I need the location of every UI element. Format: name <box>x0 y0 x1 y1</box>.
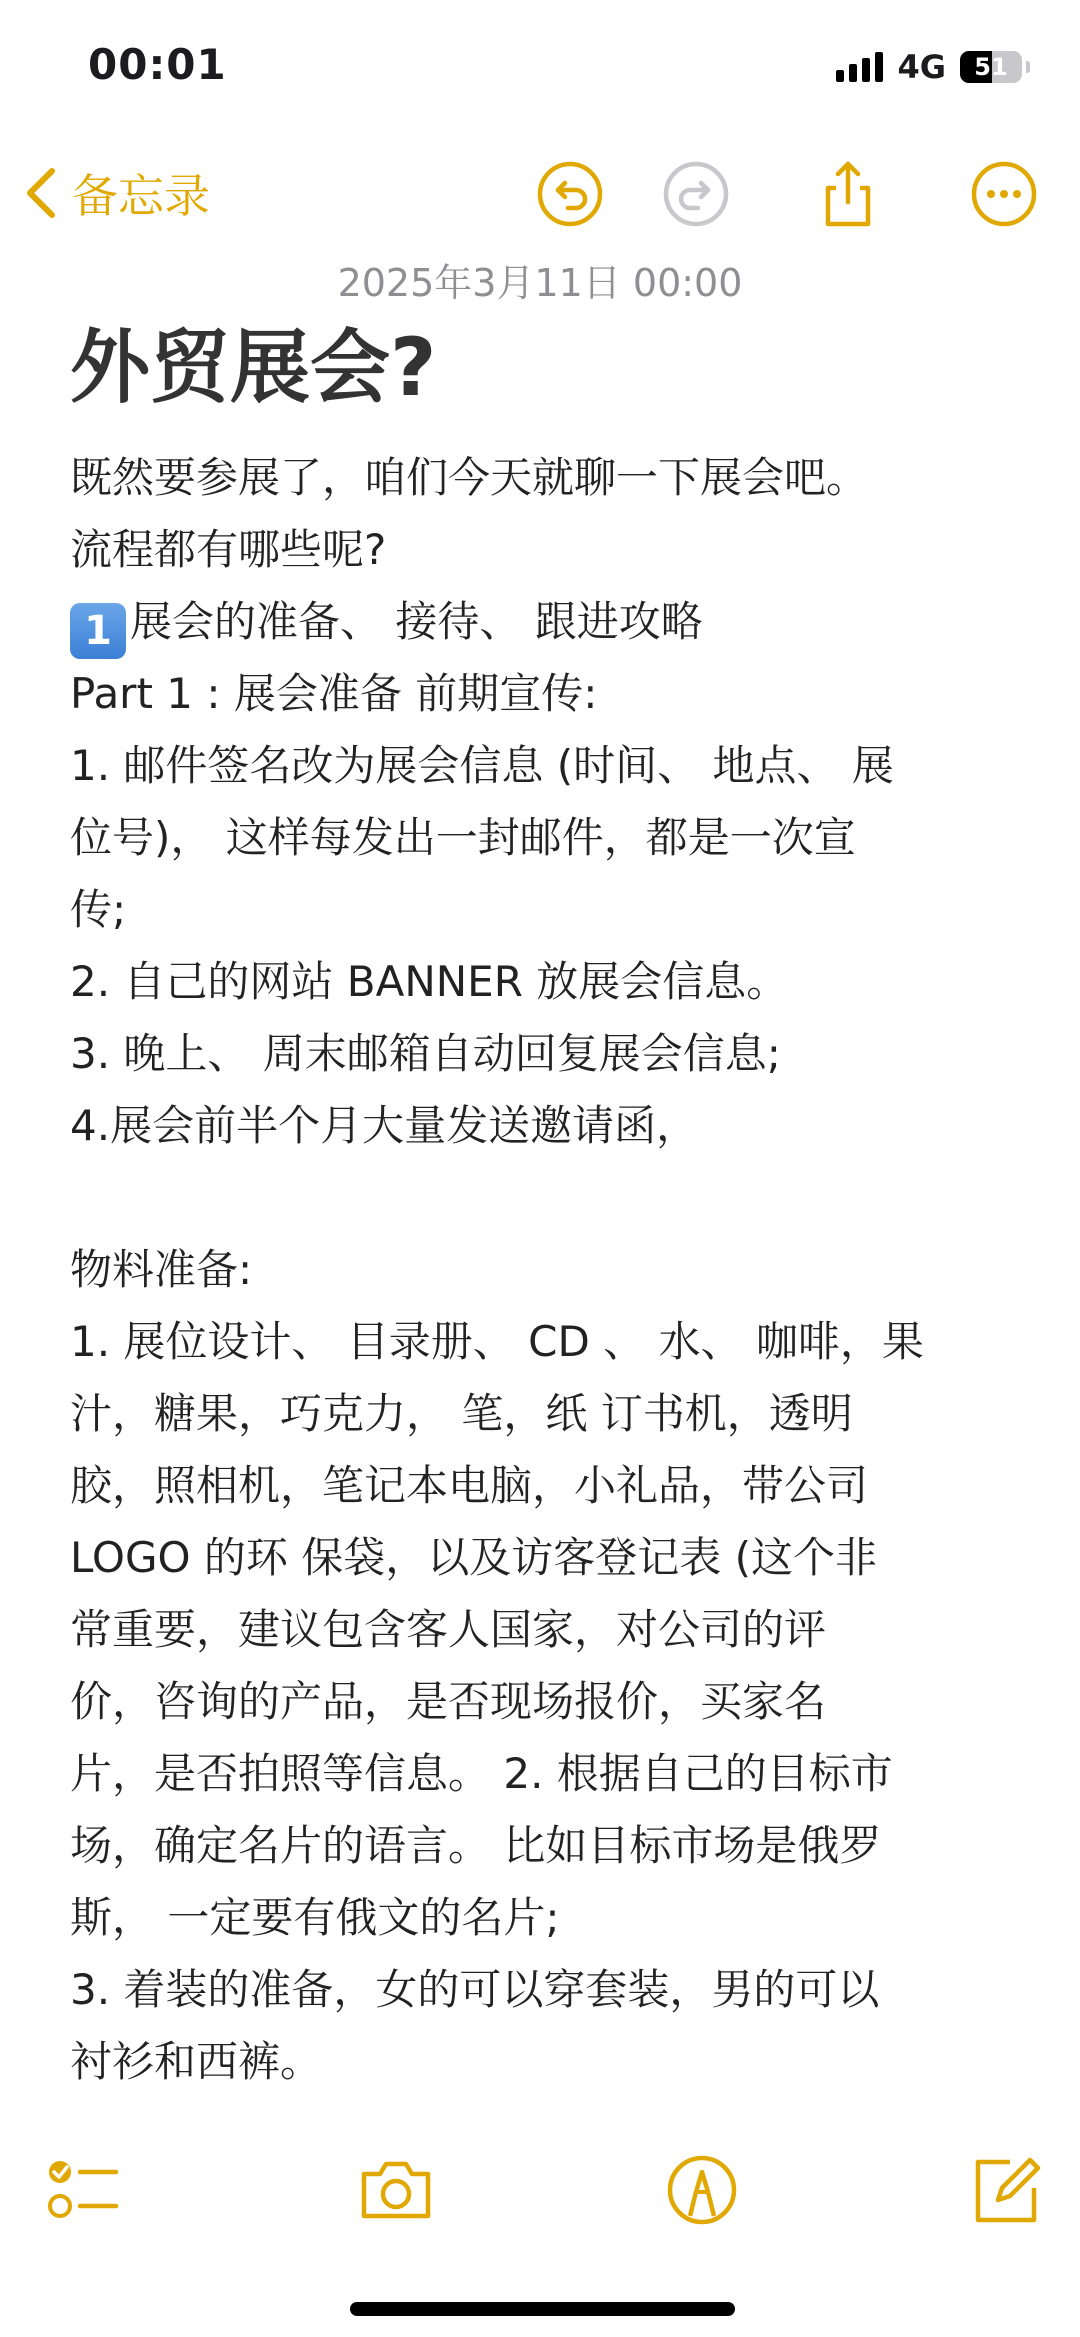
undo-icon[interactable] <box>534 158 606 230</box>
note-line: 片，是否拍照等信息。 2. 根据自己的目标市 <box>70 1749 893 1798</box>
home-indicator[interactable] <box>350 2302 735 2316</box>
keycap-one-icon: 1 <box>70 603 126 659</box>
battery-icon <box>960 51 1022 83</box>
checklist-icon[interactable] <box>44 2150 124 2230</box>
back-button[interactable] <box>22 160 210 226</box>
share-icon[interactable] <box>812 158 884 230</box>
back-label: 备忘录 <box>72 169 210 223</box>
note-line <box>70 1162 1030 1234</box>
redo-icon[interactable] <box>660 158 732 230</box>
note-line: 价，咨询的产品，是否现场报价，买家名 <box>70 1677 827 1726</box>
note-body[interactable] <box>70 442 1030 2098</box>
markup-icon[interactable] <box>662 2150 742 2230</box>
note-line-text: 展会的准备、 接待、 跟进攻略 <box>130 597 703 646</box>
note-line: 位号)， 这样每发出一封邮件，都是一次宣 <box>70 813 856 862</box>
note-line: 物料准备: <box>70 1245 253 1294</box>
note-line: 场，确定名片的语言。 比如目标市场是俄罗 <box>70 1821 882 1870</box>
cellular-signal-icon <box>836 52 883 82</box>
note-line: 传; <box>70 885 127 934</box>
note-date: 2025年3月11日 00:00 <box>337 261 743 305</box>
note-line: 1. 邮件签名改为展会信息 (时间、 地点、 展 <box>70 741 894 790</box>
network-type: 4G <box>897 48 946 86</box>
note-line: 常重要，建议包含客人国家，对公司的评 <box>70 1605 827 1654</box>
camera-icon[interactable] <box>356 2150 436 2230</box>
note-line: 衬衫和西裤。 <box>70 2037 323 2086</box>
compose-icon[interactable] <box>966 2150 1046 2230</box>
battery-level: 51 <box>974 53 1008 81</box>
note-line: 胶，照相机，笔记本电脑，小礼品，带公司 <box>70 1461 869 1510</box>
more-icon[interactable] <box>968 158 1040 230</box>
bottom-toolbar <box>0 2150 1080 2250</box>
note-line: 3. 晚上、 周末邮箱自动回复展会信息; <box>70 1029 781 1078</box>
note-line: 4.展会前半个月大量发送邀请函， <box>70 1101 699 1150</box>
note-line: 流程都有哪些呢? <box>70 525 387 574</box>
battery-tip <box>1026 61 1030 73</box>
note-line: Part 1 : 展会准备 前期宣传: <box>70 669 598 718</box>
status-bar <box>0 0 1080 130</box>
note-line: 汁，糖果，巧克力， 笔，纸 订书机，透明 <box>70 1389 853 1438</box>
note-line: 2. 自己的网站 BANNER 放展会信息。 <box>70 957 789 1006</box>
note-title[interactable]: 外贸展会? <box>70 321 437 414</box>
status-time: 00:01 <box>88 40 227 89</box>
chevron-left-icon <box>22 163 62 223</box>
status-indicators <box>836 48 1030 86</box>
nav-bar <box>0 150 1080 240</box>
note-line: LOGO 的环 保袋，以及访客登记表 (这个非 <box>70 1533 878 1582</box>
note-line: 1. 展位设计、 目录册、 CD 、 水、 咖啡，果 <box>70 1317 924 1366</box>
note-line: 既然要参展了，咱们今天就聊一下展会吧。 <box>70 453 869 502</box>
note-line: 3. 着装的准备，女的可以穿套装，男的可以 <box>70 1965 880 2014</box>
note-line <box>70 586 1030 658</box>
note-line: 斯， 一定要有俄文的名片; <box>70 1893 560 1942</box>
